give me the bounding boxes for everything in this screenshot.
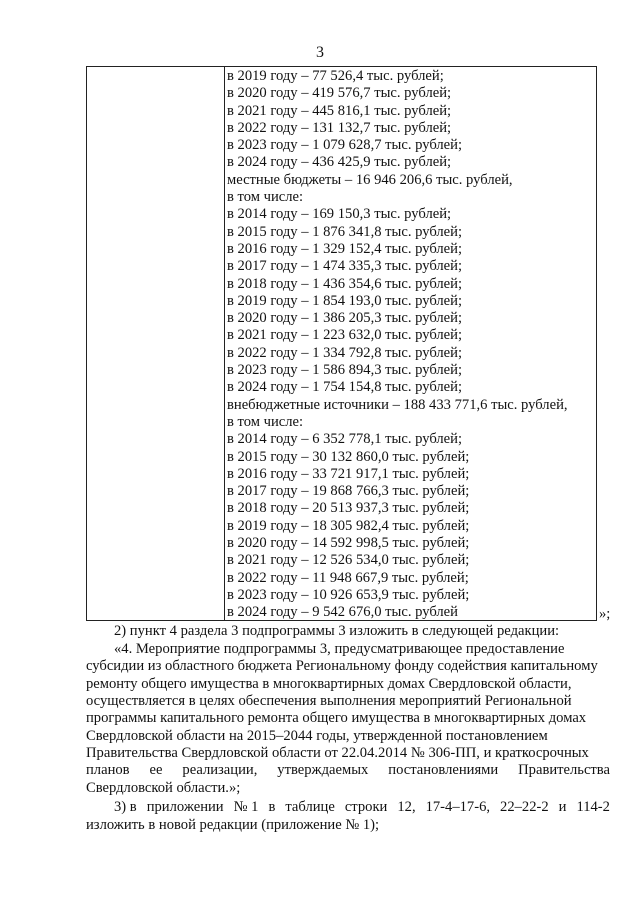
item2-line-9: Свердловской области.»; [86, 780, 241, 796]
table-line: в 2016 году – 33 721 917,1 тыс. рублей; [227, 465, 470, 482]
item2-heading: 2) пункт 4 раздела 3 подпрограммы 3 изложить в следующей редакции: [114, 623, 560, 639]
item2-line-6: Свердловской области на 2015–2044 годы, утвержденной постановлением [86, 728, 548, 744]
table-line: в 2024 году – 1 754 154,8 тыс. рублей; [227, 379, 463, 396]
word: 3) в [114, 799, 137, 815]
table-line: местные бюджеты – 16 946 206,6 тыс. рублей, [227, 171, 513, 188]
table-line: в 2023 году – 10 926 653,9 тыс. рублей; [227, 586, 470, 603]
table-line: в 2017 году – 19 868 766,3 тыс. рублей; [227, 483, 470, 500]
table-line: в том числе: [227, 413, 304, 430]
table-line: в 2019 году – 18 305 982,4 тыс. рублей; [227, 517, 470, 534]
word: таблице [285, 799, 335, 815]
table-line: в 2019 году – 77 526,4 тыс. рублей; [227, 68, 444, 84]
table-close-quote: »; [599, 606, 611, 622]
page-number: 3 [316, 44, 324, 61]
table-line: в 2022 году – 131 132,7 тыс. рублей; [227, 119, 452, 136]
word: 12, [397, 799, 416, 815]
table-line: в 2022 году – 1 334 792,8 тыс. рублей; [227, 344, 463, 361]
table-line: в 2023 году – 1 586 894,3 тыс. рублей; [227, 362, 463, 379]
table-line: в 2016 году – 1 329 152,4 тыс. рублей; [227, 240, 463, 257]
table-line: в 2015 году – 30 132 860,0 тыс. рублей; [227, 448, 470, 465]
word: Правительства [518, 762, 610, 778]
word: приложении [146, 799, 224, 815]
word: реализации, [182, 762, 258, 778]
table-line: в 2023 году – 1 079 628,7 тыс. рублей; [227, 137, 463, 154]
table-line: в 2020 году – 1 386 205,3 тыс. рублей; [227, 310, 463, 327]
word: ее [149, 762, 163, 778]
table-line: в 2021 году – 445 816,1 тыс. рублей; [227, 102, 452, 119]
word: 17-4–17-6, [425, 799, 491, 815]
table-right-column [227, 68, 594, 622]
item2-line-1: «4. Мероприятие подпрограммы 3, предусматривающее предоставление [114, 641, 565, 657]
item2-line-8 [86, 762, 610, 779]
item3-line-2: изложить в новой редакции (приложение № 1); [86, 817, 380, 833]
table-line: в 2020 году – 419 576,7 тыс. рублей; [227, 85, 452, 102]
word: 22–22-2 [500, 799, 549, 815]
item2-line-7: Правительства Свердловской области от 22.04.2014 № 306-ПП, и краткосрочных [86, 745, 589, 761]
table-column-divider [224, 67, 225, 620]
item2-line-2: субсидии из областного бюджета Региональному фонду содействия капитальному [86, 658, 598, 674]
table-line: в 2014 году – 6 352 778,1 тыс. рублей; [227, 431, 463, 448]
item2-line-3: ремонту общего имущества в многоквартирных домах Свердловской области, [86, 676, 572, 692]
table-line: в 2020 году – 14 592 998,5 тыс. рублей; [227, 535, 470, 552]
table-line: в 2014 году – 169 150,3 тыс. рублей; [227, 206, 452, 223]
table-line: в 2022 году – 11 948 667,9 тыс. рублей; [227, 569, 469, 586]
word: 114-2 [576, 799, 610, 815]
word: № 1 [233, 799, 259, 815]
table-line: в 2019 году – 1 854 193,0 тыс. рублей; [227, 292, 463, 309]
funding-table [86, 66, 597, 621]
table-line: в 2015 году – 1 876 341,8 тыс. рублей; [227, 223, 463, 240]
word: постановлениями [388, 762, 499, 778]
table-line: в 2018 году – 1 436 354,6 тыс. рублей; [227, 275, 463, 292]
table-line: в 2024 году – 9 542 676,0 тыс. рублей [227, 604, 458, 621]
word: и [558, 799, 567, 815]
table-line: в том числе: [227, 189, 304, 206]
table-line: в 2018 году – 20 513 937,3 тыс. рублей; [227, 500, 470, 517]
item2-line-4: осуществляется в целях обеспечения выполнения мероприятий Региональной [86, 693, 572, 709]
table-line: в 2024 году – 436 425,9 тыс. рублей; [227, 154, 452, 171]
table-line: внебюджетные источники – 188 433 771,6 тыс. рублей, [227, 396, 568, 413]
word: утверждаемых [277, 762, 369, 778]
word: строки [344, 799, 388, 815]
word: планов [86, 762, 130, 778]
table-line: в 2017 году – 1 474 335,3 тыс. рублей; [227, 258, 463, 275]
item2-line-5: программы капитального ремонта общего имущества в многоквартирных домах [86, 710, 587, 726]
table-line: в 2021 году – 12 526 534,0 тыс. рублей; [227, 552, 470, 569]
table-line: в 2021 году – 1 223 632,0 тыс. рублей; [227, 327, 463, 344]
word: в [268, 799, 276, 815]
item3-line-1 [114, 799, 610, 816]
